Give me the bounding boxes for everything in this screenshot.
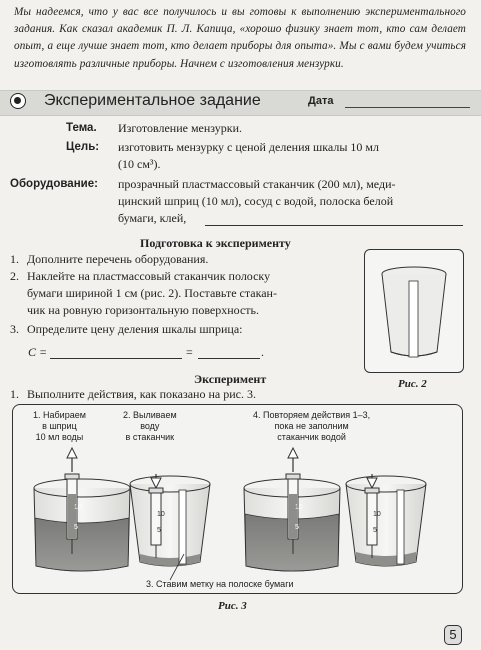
tema-label: Тема. <box>66 122 97 134</box>
water-vessel-1-icon <box>34 479 130 571</box>
prep-item-3-num: 3. <box>10 322 19 336</box>
equipment-label: Оборудование: <box>10 178 98 190</box>
measuring-cup-4-icon <box>346 476 426 566</box>
formula-blank-1[interactable] <box>50 358 182 359</box>
prep-item-2-line-2: бумаги шириной 1 см (рис. 2). Поставьте стакан- <box>27 286 277 300</box>
syringe-2-scale-5: 5 <box>157 527 161 534</box>
syringe-2-scale-10: 10 <box>157 511 165 518</box>
prep-item-2-line-1: Наклейте на пластмассовый стаканчик полоску <box>27 269 271 283</box>
figure-3-drawing <box>12 404 463 594</box>
formula-blank-2[interactable] <box>198 358 260 359</box>
figure-3-caption: Рис. 3 <box>218 600 247 612</box>
radio-bullet-icon <box>10 93 26 109</box>
step-2-line-1: 2. Выливаем <box>123 410 177 420</box>
equipment-line-3: бумаги, клей, <box>118 211 187 225</box>
step-4-line-3: стаканчик водой <box>277 432 346 442</box>
equipment-blank-line[interactable] <box>205 225 463 226</box>
step-1-line-3: 10 мл воды <box>35 432 84 442</box>
equipment-line-2: цинский шприц (10 мл), сосуд с водой, полоска белой <box>118 194 394 208</box>
syringe-3-scale-5: 5 <box>295 524 299 531</box>
prep-item-2-line-3: чик на ровную горизонтальную поверхность. <box>27 303 260 317</box>
intro-paragraph: Мы надеемся, что у вас все получилось и вы готовы к выполнению экспериментального задания. Как сказал академик П. Л. Капица, «хорошо физику знает тот, кто сам делает опыт, а еще лучше знает тот, кто делает приборы для опыта». Мы с вами будем учиться изготовлять различные приборы. Начнем с изготовления мензурки. <box>14 6 466 70</box>
figure-2-box <box>364 249 464 373</box>
cel-line-1: изготовить мензурку с ценой деления шкалы 10 мл <box>118 140 379 154</box>
step-1-line-2: в шприц <box>42 421 77 431</box>
cel-line-2: (10 см³). <box>118 157 161 171</box>
experiment-item-1-text: Выполните действия, как показано на рис. 3. <box>27 387 256 401</box>
syringe-3-icon <box>286 448 300 554</box>
prep-item-1-num: 1. <box>10 252 19 266</box>
formula-dot: . <box>261 345 264 359</box>
date-label: Дата <box>308 95 334 107</box>
step-2-line-2: воду <box>140 421 160 431</box>
measuring-cup-2-icon <box>130 476 210 566</box>
task-title: Экспериментальное задание <box>44 92 261 109</box>
syringe-1-scale-5: 5 <box>74 524 78 531</box>
tema-text: Изготовление мензурки. <box>118 121 243 135</box>
step-1-line-1: 1. Набираем <box>33 410 86 420</box>
prep-item-1-text: Дополните перечень оборудования. <box>27 252 209 266</box>
syringe-1-icon <box>65 448 79 554</box>
page-number: 5 <box>444 625 462 645</box>
syringe-3-scale-10: 10 <box>295 504 303 511</box>
syringe-1-scale-10: 10 <box>74 504 82 511</box>
formula-c-label: C = <box>28 345 48 359</box>
step-4-line-2: пока не заполним <box>274 421 349 431</box>
step-3-caption: 3. Ставим метку на полоске бумаги <box>146 579 294 589</box>
cup-with-paper-strip-icon <box>365 250 465 374</box>
cel-label: Цель: <box>66 141 100 153</box>
step-4-line-1: 4. Повторяем действия 1–3, <box>253 410 371 420</box>
experiment-title: Эксперимент <box>194 372 267 386</box>
figure-2-caption: Рис. 2 <box>398 378 427 390</box>
prep-item-2-num: 2. <box>10 269 19 283</box>
experiment-item-1-num: 1. <box>10 387 19 401</box>
formula-equals: = <box>186 345 193 359</box>
step-2-line-3: в стаканчик <box>125 432 175 442</box>
syringe-4-scale-5: 5 <box>373 527 377 534</box>
prep-title: Подготовка к эксперименту <box>140 236 291 250</box>
equipment-line-1: прозрачный пластмассовый стаканчик (200 мл), меди- <box>118 177 396 191</box>
date-input-line[interactable] <box>345 107 470 108</box>
prep-item-3-text: Определите цену деления шкалы шприца: <box>27 322 243 336</box>
syringe-4-scale-10: 10 <box>373 511 381 518</box>
